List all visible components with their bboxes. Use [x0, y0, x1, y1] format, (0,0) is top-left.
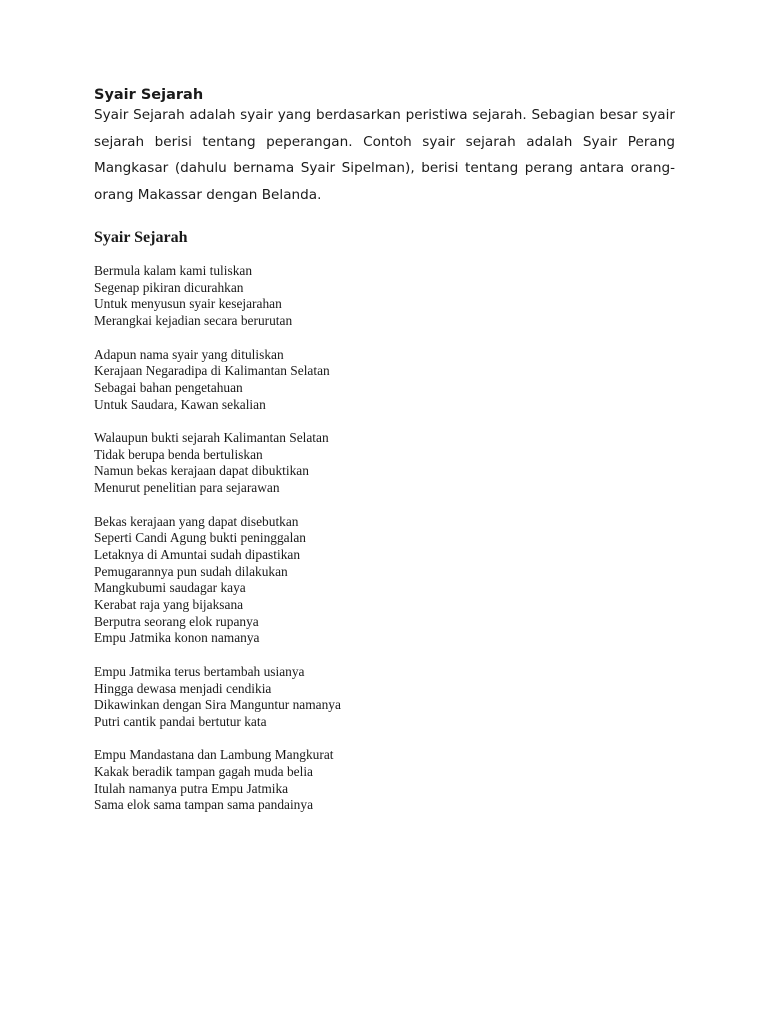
intro-paragraph: Syair Sejarah adalah syair yang berdasarkan peristiwa sejarah. Sebagian besar syair sejarah berisi tentang peperangan. Contoh syair sejarah adalah Syair Perang Mangkasar (dahulu bernama Syair Sipelman), berisi tentang perang antara orang-orang Makassar dengan Belanda. [94, 107, 675, 203]
stanza-6 [94, 747, 675, 814]
poem-line: Bermula kalam kami tuliskan [94, 263, 253, 278]
poem-line: Untuk Saudara, Kawan sekalian [94, 396, 266, 412]
poem-line: Segenap pikiran dicurahkan [94, 279, 244, 295]
poem-line: Hingga dewasa menjadi cendikia [94, 680, 272, 696]
poem-line: Bekas kerajaan yang dapat disebutkan [94, 513, 299, 529]
poem-line: Sebagai bahan pengetahuan [94, 379, 243, 395]
poem-line: Sama elok sama tampan sama pandainya [94, 797, 314, 813]
poem-line: Empu Jatmika konon namanya [94, 630, 260, 646]
poem-line: Empu Jatmika terus bertambah usianya [94, 663, 305, 679]
poem-body [94, 263, 675, 814]
document-page [94, 86, 675, 831]
poem-line: Namun bekas kerajaan dapat dibuktikan [94, 463, 309, 479]
poem-line: Menurut penelitian para sejarawan [94, 480, 280, 496]
stanza-1 [94, 263, 675, 330]
poem-line: Pemugarannya pun sudah dilakukan [94, 563, 288, 579]
poem-line: Dikawinkan dengan Sira Manguntur namanya [94, 697, 341, 713]
poem-line: Kerabat raja yang bijaksana [94, 597, 244, 613]
poem-line: Untuk menyusun syair kesejarahan [94, 296, 282, 312]
poem-line: Walaupun bukti sejarah Kalimantan Selatan [94, 430, 329, 445]
poem-line: Empu Mandastana dan Lambung Mangkurat [94, 747, 334, 763]
poem-line: Adapun nama syair yang dituliskan [94, 346, 284, 362]
poem-line: Putri cantik pandai bertutur kata [94, 713, 267, 729]
poem-line: Seperti Candi Agung bukti peninggalan [94, 530, 306, 546]
poem-line: Merangkai kejadian secara berurutan [94, 313, 293, 329]
poem-line: Kakak beradik tampan gagah muda belia [94, 764, 313, 780]
poem-line: Kerajaan Negaradipa di Kalimantan Selatan [94, 363, 330, 379]
intro-title: Syair Sejarah [94, 87, 204, 103]
poem-line: Berputra seorang elok rupanya [94, 613, 259, 629]
stanza-3 [94, 430, 675, 497]
stanza-2 [94, 347, 675, 414]
poem-line: Itulah namanya putra Empu Jatmika [94, 780, 289, 796]
poem-line: Letaknya di Amuntai sudah dipastikan [94, 546, 301, 562]
poem-title: Syair Sejarah [94, 229, 188, 246]
poem-line: Tidak berupa benda bertuliskan [94, 446, 263, 462]
stanza-5 [94, 664, 675, 731]
poem-line: Mangkubumi saudagar kaya [94, 580, 246, 596]
stanza-4 [94, 514, 675, 648]
